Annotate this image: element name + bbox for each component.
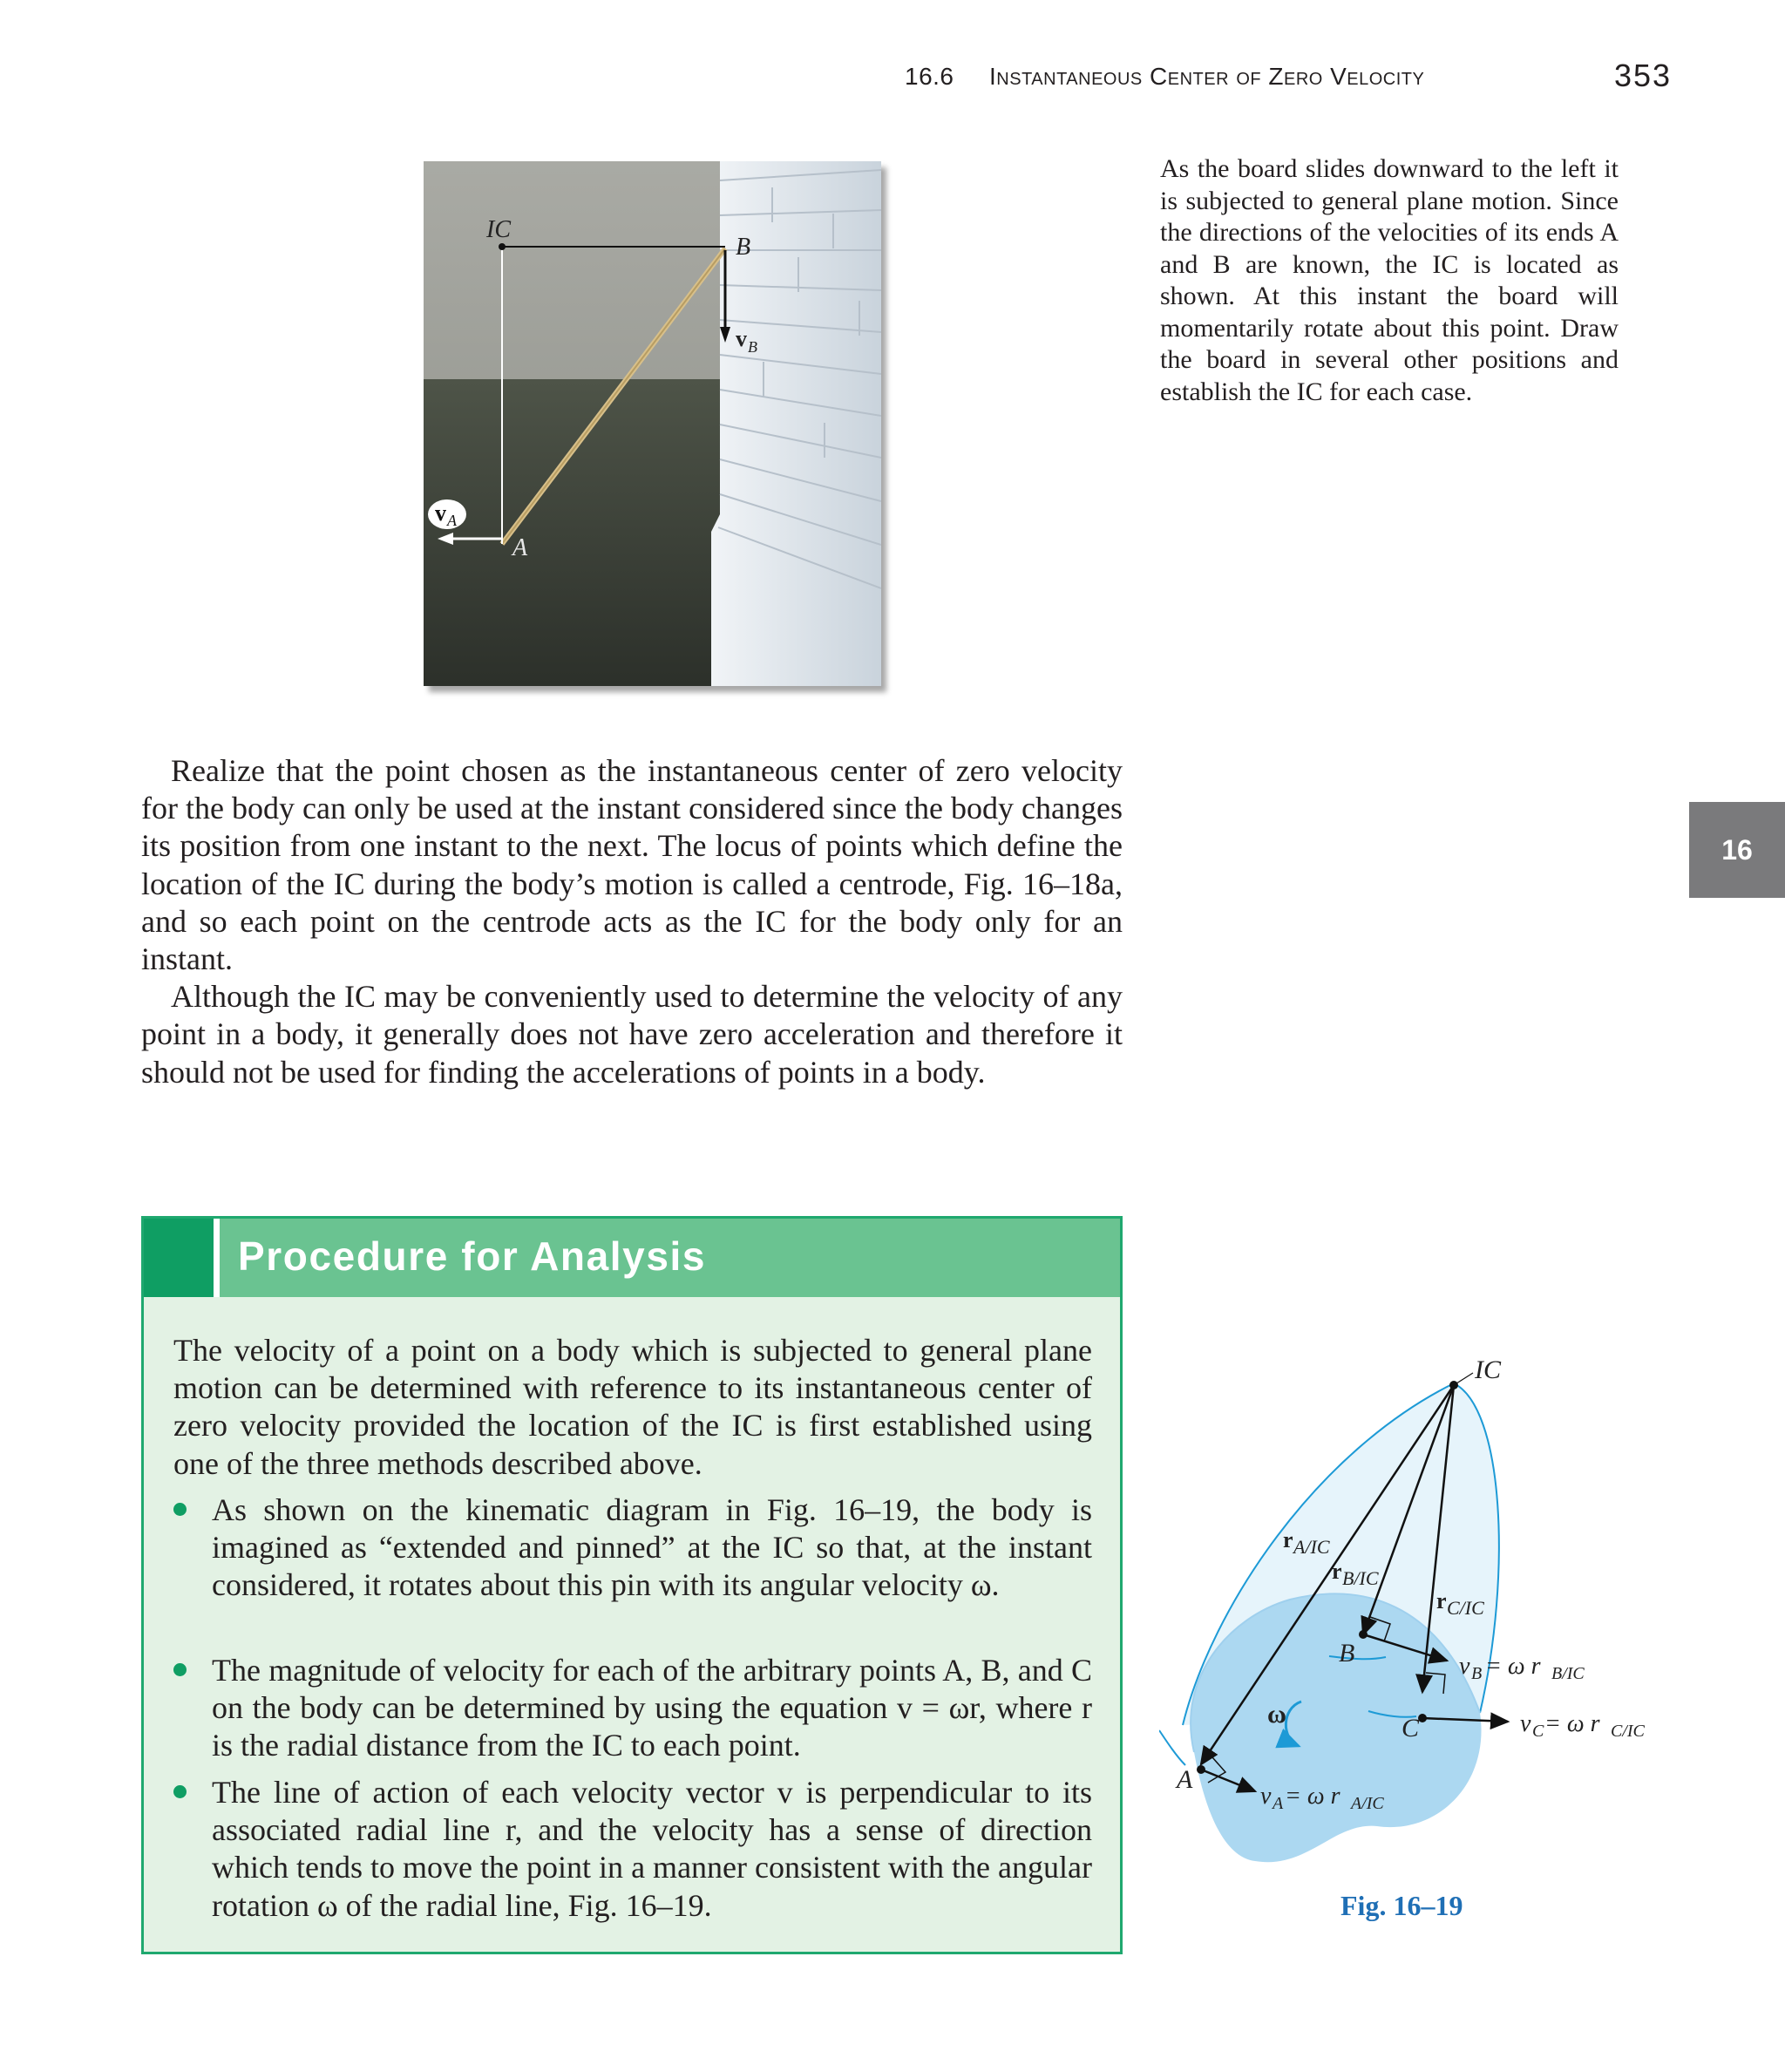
fig-va-subscript: A bbox=[1273, 1794, 1284, 1813]
photo-vb-subscript: B bbox=[748, 338, 757, 356]
bullet-dot-icon bbox=[173, 1663, 187, 1676]
fig-vb-subscript: B bbox=[1471, 1664, 1483, 1683]
body-paragraph-1: Realize that the point chosen as the instantaneous center of zero velocity for the body can only be used at the instant considered since the body changes its position from one instant to the next. The locus of points which define the location of the IC during the body’s motion is called a centrode, Fig. 16–18a, and so each point on the centrode acts as the IC for the body only for an instant. bbox=[141, 753, 1123, 977]
fig-a-label: A bbox=[1177, 1765, 1193, 1794]
figure-16-19 bbox=[1159, 1347, 1665, 1948]
procedure-header-tab bbox=[144, 1219, 214, 1297]
bullet-dot-icon bbox=[173, 1785, 187, 1798]
procedure-bullet bbox=[173, 1652, 1092, 1765]
fig-va-equation: = ω r bbox=[1285, 1783, 1340, 1810]
fig-r-c-label: r bbox=[1436, 1588, 1447, 1613]
fig-vb-label: v bbox=[1459, 1653, 1470, 1680]
photo-ic-label: IC bbox=[486, 216, 511, 243]
point-a bbox=[1197, 1765, 1205, 1774]
procedure-bullet-text: As shown on the kinematic diagram in Fig. 16–19, the body is imagined as “extended and pinned” at the IC so that, at the instant considered, it rotates about this pin with its angular velocity ω. bbox=[212, 1492, 1092, 1603]
chapter-tab[interactable]: 16 bbox=[1689, 802, 1785, 898]
photo-b-label: B bbox=[736, 234, 751, 261]
board-photo-illustration bbox=[424, 161, 881, 686]
figure-caption: Fig. 16–19 bbox=[1340, 1890, 1463, 1921]
page-number: 353 bbox=[1614, 58, 1673, 93]
bullet-dot-icon bbox=[173, 1503, 187, 1516]
fig-vc-equation: = ω r bbox=[1544, 1710, 1600, 1737]
kinematic-diagram bbox=[1159, 1347, 1665, 1948]
point-c bbox=[1418, 1714, 1427, 1722]
fig-r-a-subscript: A/IC bbox=[1293, 1536, 1330, 1558]
section-number: 16.6 bbox=[905, 63, 954, 90]
fig-vc-equation-subscript: C/IC bbox=[1611, 1722, 1645, 1741]
photo-caption: As the board slides downward to the left it is subjected to general plane motion. Since the directions of the velocities of its ends A and B are known, the IC is located as shown. At this instant the board will momentarily rotate about this point. Draw the board in several other positions and establish the IC for each case. bbox=[1160, 154, 1619, 406]
fig-va-label: v bbox=[1260, 1783, 1272, 1810]
fig-r-a-label: r bbox=[1283, 1527, 1293, 1552]
photo-va-subscript: A bbox=[447, 512, 457, 529]
point-b bbox=[1359, 1630, 1368, 1639]
board-photo bbox=[424, 161, 881, 686]
procedure-bullet bbox=[173, 1491, 1092, 1605]
fig-vc-subscript: C bbox=[1532, 1722, 1544, 1741]
procedure-bullet-text: The line of action of each velocity vector v is perpendicular to its associated radial line r, and the velocity has a sense of direction which tends to move the point in a manner consistent with the angular rotation ω of the radial line, Fig. 16–19. bbox=[212, 1775, 1092, 1923]
fig-vb-equation: = ω r bbox=[1485, 1653, 1541, 1680]
body-paragraph-2: Although the IC may be conveniently used to determine the velocity of any point in a body, it generally does not have zero acceleration and therefore it should not be used for finding the accelerations of points in a body. bbox=[141, 979, 1123, 1090]
fig-va-equation-subscript: A/IC bbox=[1351, 1794, 1384, 1813]
section-title: Instantaneous Center of Zero Velocity bbox=[989, 63, 1425, 90]
procedure-header bbox=[144, 1219, 1120, 1297]
procedure-box bbox=[141, 1216, 1123, 1954]
fig-ic-label: IC bbox=[1475, 1355, 1501, 1384]
fig-r-c-subscript: C/IC bbox=[1447, 1597, 1484, 1619]
body-text bbox=[141, 752, 1123, 1091]
procedure-title: Procedure for Analysis bbox=[238, 1233, 707, 1279]
fig-vc-label: v bbox=[1520, 1710, 1531, 1737]
fig-omega-label: ω bbox=[1267, 1700, 1286, 1729]
procedure-bullet-text: The magnitude of velocity for each of the arbitrary points A, B, and C on the body can be determined by using the equation v = ωr, where r is the radial distance from the IC to each point. bbox=[212, 1653, 1092, 1763]
fig-vb-equation-subscript: B/IC bbox=[1551, 1664, 1585, 1683]
photo-va-label: v bbox=[435, 500, 446, 526]
ic-point bbox=[499, 243, 506, 250]
photo-vb-label: v bbox=[736, 326, 747, 351]
fig-c-label: C bbox=[1402, 1714, 1420, 1743]
fig-r-b-subscript: B/IC bbox=[1342, 1567, 1379, 1589]
fig-r-b-label: r bbox=[1332, 1559, 1342, 1584]
procedure-bullet bbox=[173, 1774, 1092, 1925]
procedure-intro: The velocity of a point on a body which is subjected to general plane motion can be determined with reference to its instantaneous center of zero velocity provided the location of the IC is first established using one of the three methods described above. bbox=[173, 1333, 1092, 1481]
photo-a-label: A bbox=[512, 534, 528, 561]
fig-b-label: B bbox=[1339, 1639, 1355, 1668]
